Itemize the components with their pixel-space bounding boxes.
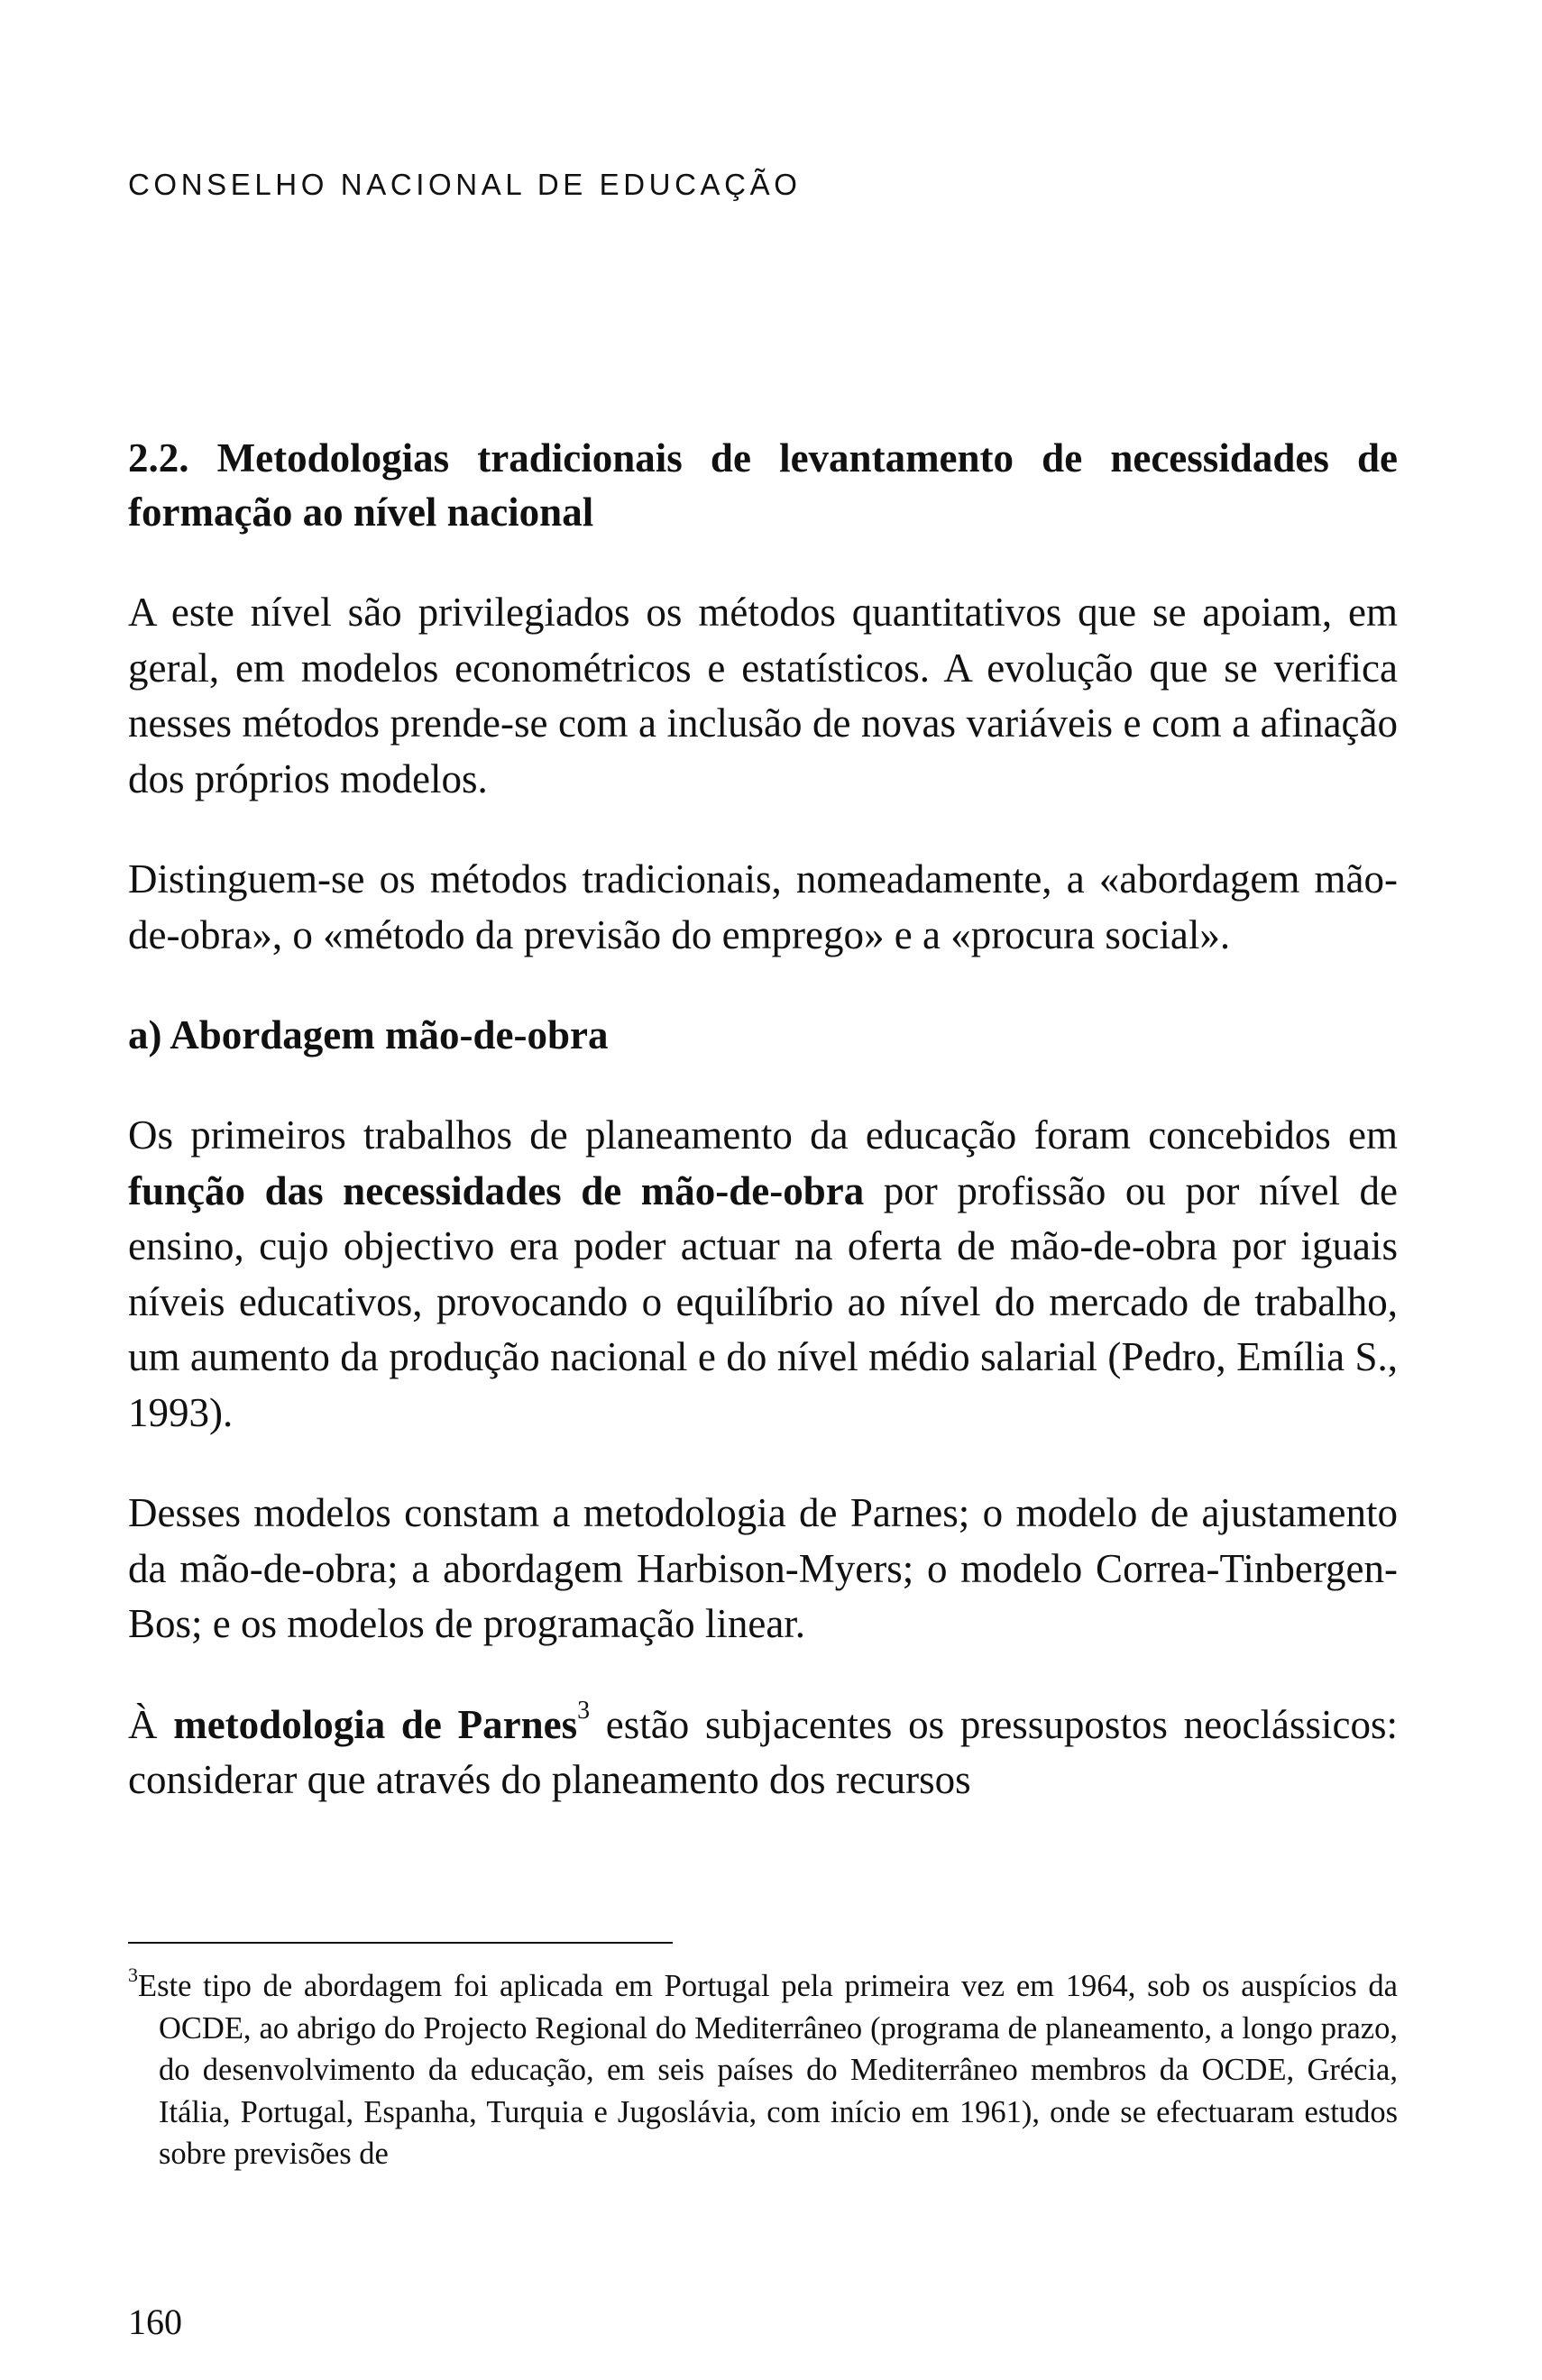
running-header: CONSELHO NACIONAL DE EDUCAÇÃO	[128, 168, 802, 201]
emphasis-funcao: função das necessidades de mão-de-obra	[128, 1167, 865, 1213]
paragraph-parnes-prefix: À	[128, 1701, 174, 1747]
footnote	[128, 1965, 1398, 2175]
page-body	[128, 431, 1398, 1808]
paragraph-parnes-text: estão subjacentes os pressupostos neoclássicos: considerar que através do planeamento dos recursos	[128, 1701, 1398, 1802]
footnote-divider	[128, 1942, 673, 1944]
subheading-abordagem: a) Abordagem mão-de-obra	[128, 1012, 609, 1057]
footnote-reference[interactable]: 3	[577, 1696, 591, 1725]
section-heading: 2.2. Metodologias tradicionais de levantamento de necessidades de formação ao nível nacional	[128, 435, 1398, 535]
paragraph-abordagem-text-2: por profissão ou por nível de ensino, cujo objectivo era poder actuar na oferta de mão-de-obra por iguais níveis educativos, provocando o equilíbrio ao nível do mercado de trabalho, um aumento da produção nacional e do nível médio salarial (Pedro, Emília S., 1993).	[128, 1167, 1398, 1435]
paragraph-abordagem-text-1: Os primeiros trabalhos de planeamento da educação foram concebidos em	[128, 1112, 1398, 1158]
paragraph-modelos: Desses modelos constam a metodologia de Parnes; o modelo de ajustamento da mão-de-obra; a abordagem Harbison-Myers; o modelo Correa-Tinbergen-Bos; e os modelos de programação linear.	[128, 1490, 1398, 1646]
footnote-marker: 3	[128, 1964, 138, 1986]
paragraph-abordagem	[128, 1108, 1398, 1441]
emphasis-parnes: metodologia de Parnes	[173, 1701, 578, 1747]
paragraph-methods: Distinguem-se os métodos tradicionais, nomeadamente, a «abordagem mão-de-obra», o «método da previsão do emprego» e a «procura social».	[128, 856, 1398, 957]
page-number: 160	[128, 2302, 182, 2342]
footnote-text: Este tipo de abordagem foi aplicada em Portugal pela primeira vez em 1964, sob os auspícios da OCDE, ao abrigo do Projecto Regional do Mediterrâneo (programa de planeamento, a longo prazo, do desenvolvimento da educação, em seis países do Mediterrâneo membros da OCDE, Grécia, Itália, Portugal, Espanha, Turquia e Jugoslávia, com início em 1961), onde se efectuaram estudos sobre previsões de	[138, 1969, 1398, 2171]
paragraph-parnes	[128, 1698, 1398, 1808]
paragraph-intro: A este nível são privilegiados os métodos quantitativos que se apoiam, em geral, em modelos econométricos e estatísticos. A evolução que se verifica nesses métodos prende-se com a inclusão de novas variáveis e com a afinação dos próprios modelos.	[128, 590, 1398, 801]
